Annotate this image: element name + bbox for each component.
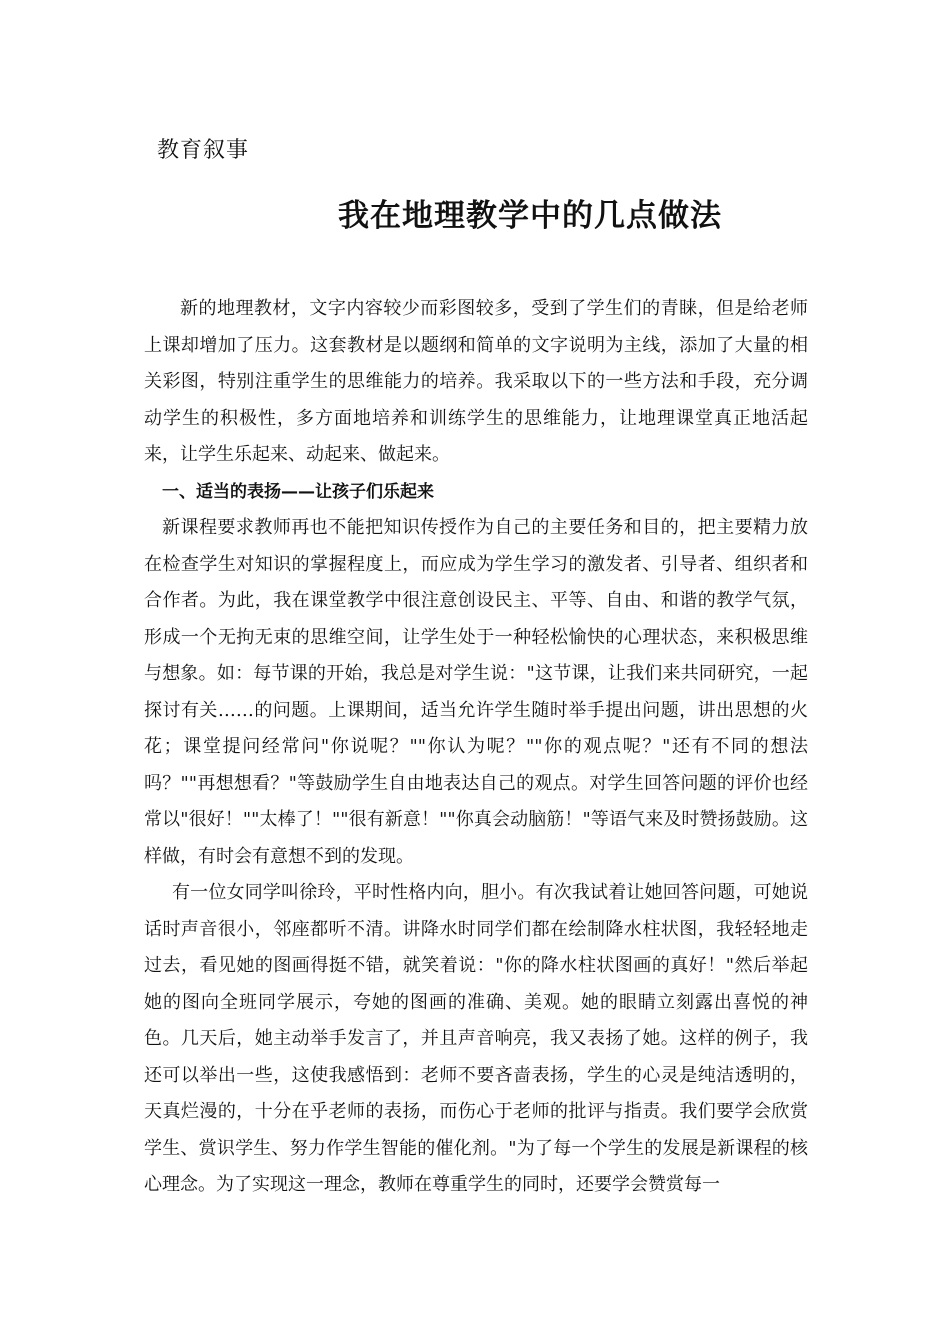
document-category: 教育叙事 <box>157 138 250 163</box>
document-body <box>144 291 808 1204</box>
section1-paragraph-2: 有一位女同学叫徐玲，平时性格内向，胆小。有次我试着让她回答问题，可她说话时声音很小，邻座都听不清。讲降水时同学们都在绘制降水柱状图，我轻轻地走过去，看见她的图画得挺不错，就笑着说："你的降水柱状图画的真好！"然后举起她的图向全班同学展示，夸她的图画的准确、美观。她的眼睛立刻露出喜悦的神色。几天后，她主动举手发言了，并且声音响亮，我又表扬了她。这样的例子，我还可以举出一些，这使我感悟到：老师不要吝啬表扬，学生的心灵是纯洁透明的，天真烂漫的，十分在乎老师的表扬，而伤心于老师的批评与指责。我们要学会欣赏学生、赏识学生、努力作学生智能的催化剂。"为了每一个学生的发展是新课程的核心理念。为了实现这一理念，教师在尊重学生的同时，还要学会赞赏每一 <box>144 882 808 1195</box>
document-title: 我在地理教学中的几点做法 <box>338 198 722 234</box>
section-heading-1: 一、适当的表扬——让孩子们乐起来 <box>162 481 434 502</box>
intro-paragraph: 新的地理教材，文字内容较少而彩图较多，受到了学生们的青睐，但是给老师上课却增加了压力。这套教材是以题纲和简单的文字说明为主线，添加了大量的相关彩图，特别注重学生的思维能力的培养。我采取以下的一些方法和手段，充分调动学生的积极性，多方面地培养和训练学生的思维能力，让地理课堂真正地活起来，让学生乐起来、动起来、做起来。 <box>144 298 808 465</box>
section1-paragraph-1: 新课程要求教师再也不能把知识传授作为自己的主要任务和目的，把主要精力放在检查学生对知识的掌握程度上，而应成为学生学习的激发者、引导者、组织者和合作者。为此，我在课堂教学中很注意创设民主、平等、自由、和谐的教学气氛，形成一个无拘无束的思维空间，让学生处于一种轻松愉快的心理状态，来积极思维与想象。如：每节课的开始，我总是对学生说："这节课，让我们来共同研究，一起探讨有关……的问题。上课期间，适当允许学生随时举手提出问题，讲出思想的火花；课堂提问经常问"你说呢？""你认为呢？""你的观点呢？"还有不同的想法吗？""再想想看？"等鼓励学生自由地表达自己的观点。对学生回答问题的评价也经常以"很好！""太棒了！""很有新意！""你真会动脑筋！"等语气来及时赞扬鼓励。这样做，有时会有意想不到的发现。 <box>144 517 808 867</box>
